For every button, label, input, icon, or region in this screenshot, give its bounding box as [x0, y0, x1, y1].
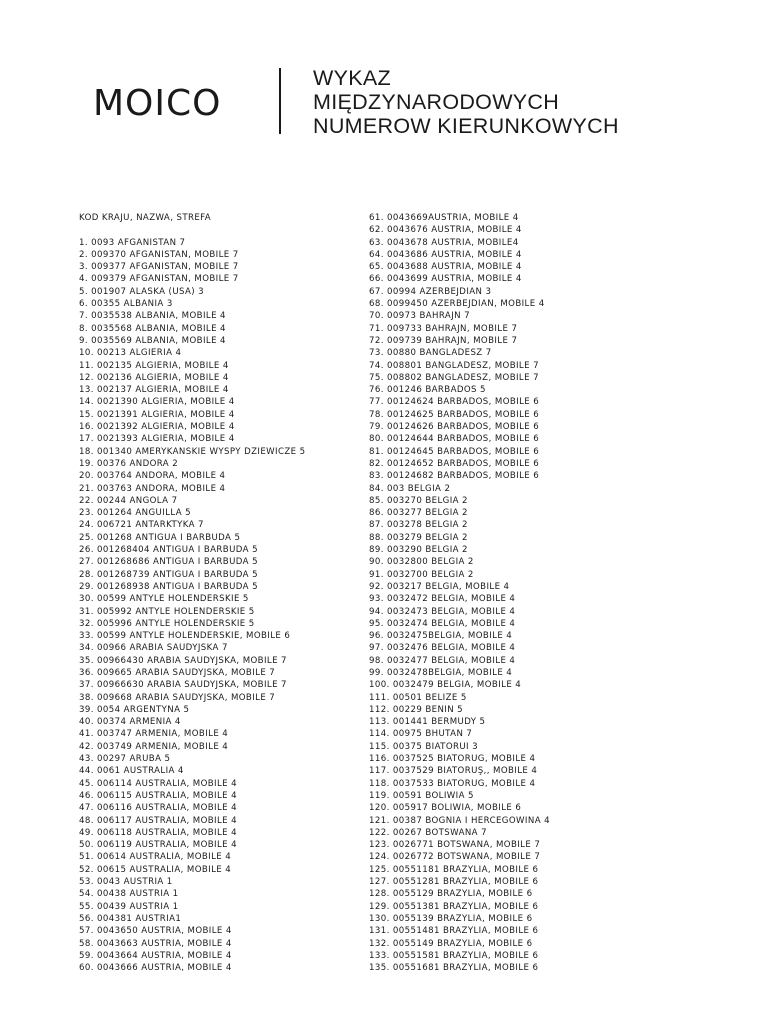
list-item: 70. 00973 BAHRAJN 7	[369, 311, 470, 322]
list-item: 11. 002135 ALGIERIA, MOBILE 4	[79, 360, 229, 371]
list-item: 5. 001907 ALASKA (USA) 3	[79, 286, 205, 297]
list-item: 81. 00124645 BARBADOS, MOBILE 6	[369, 446, 540, 457]
list-item: 75. 008802 BANGLADESZ, MOBILE 7	[369, 372, 539, 383]
list-item: 30. 00599 ANTYLE HOLENDERSKIE 5	[79, 594, 249, 605]
list-item: 13. 002137 ALGIERIA, MOBILE 4	[79, 385, 229, 396]
header-divider	[279, 68, 281, 134]
list-item: 135. 00551681 BRAZYLIA, MOBILE 6	[369, 963, 539, 974]
list-item: 42. 003749 ARMENIA, MOBILE 4	[79, 741, 229, 752]
list-item: 37. 00966630 ARABIA SAUDYJSKA, MOBILE 7	[79, 680, 287, 691]
list-item: 10. 00213 ALGIERIA 4	[79, 348, 182, 359]
list-item: 123. 0026771 BOTSWANA, MOBILE 7	[369, 840, 541, 851]
list-item: 1. 0093 AFGANISTAN 7	[79, 237, 186, 248]
list-item: 14. 0021390 ALGIERIA, MOBILE 4	[79, 397, 235, 408]
column-heading: KOD KRAJU, NAZWA, STREFA	[79, 213, 212, 223]
list-item: 17. 0021393 ALGIERIA, MOBILE 4	[79, 434, 235, 445]
list-item: 82. 00124652 BARBADOS, MOBILE 6	[369, 458, 540, 469]
list-item: 56. 004381 AUSTRIA1	[79, 913, 182, 924]
list-item: 27. 001268686 ANTIGUA I BARBUDA 5	[79, 557, 258, 568]
list-item: 9. 0035569 ALBANIA, MOBILE 4	[79, 335, 226, 346]
list-item: 50. 006119 AUSTRALIA, MOBILE 4	[79, 840, 238, 851]
list-item: 62. 0043676 AUSTRIA, MOBILE 4	[369, 225, 522, 236]
list-item: 20. 003764 ANDORA, MOBILE 4	[79, 471, 226, 482]
list-item: 4. 009379 AFGANISTAN, MOBILE 7	[79, 274, 239, 285]
list-item: 72. 009739 BAHRAJN, MOBILE 7	[369, 335, 518, 346]
list-item: 39. 0054 ARGENTYNA 5	[79, 704, 190, 715]
list-item: 15. 0021391 ALGIERIA, MOBILE 4	[79, 409, 235, 420]
list-item: 18. 001340 AMERYKANSKIE WYSPY DZIEWICZE 5	[79, 446, 306, 457]
list-item: 117. 0037529 BIATORUŞ,, MOBILE 4	[369, 766, 538, 777]
list-item: 41. 003747 ARMENIA, MOBILE 4	[79, 729, 229, 740]
list-item: 46. 006115 AUSTRALIA, MOBILE 4	[79, 790, 238, 801]
list-item: 3. 009377 AFGANISTAN, MOBILE 7	[79, 262, 239, 273]
list-item: 32. 005996 ANTYLE HOLENDERSKIE 5	[79, 618, 255, 629]
list-item: 22. 00244 ANGOLA 7	[79, 495, 178, 506]
list-item: 114. 00975 BHUTAN 7	[369, 729, 473, 740]
list-item: 111. 00501 BELIZE 5	[369, 692, 467, 703]
document-title	[313, 66, 619, 138]
list-item: 78. 00124625 BARBADOS, MOBILE 6	[369, 409, 540, 420]
list-item: 54. 00438 AUSTRIA 1	[79, 889, 179, 900]
list-item: 120. 005917 BOLIWIA, MOBILE 6	[369, 803, 522, 814]
list-item: 64. 0043686 AUSTRIA, MOBILE 4	[369, 249, 522, 260]
list-item: 48. 006117 AUSTRALIA, MOBILE 4	[79, 815, 238, 826]
list-item: 28. 001268739 ANTIGUA I BARBUDA 5	[79, 569, 258, 580]
list-item: 94. 0032473 BELGIA, MOBILE 4	[369, 606, 516, 617]
list-item: 59. 0043664 AUSTRIA, MOBILE 4	[79, 950, 232, 961]
list-item: 53. 0043 AUSTRIA 1	[79, 877, 173, 888]
list-item: 130. 0055139 BRAZYLIA, MOBILE 6	[369, 913, 533, 924]
list-item: 12. 002136 ALGIERIA, MOBILE 4	[79, 372, 229, 383]
list-item: 100. 0032479 BELGIA, MOBILE 4	[369, 680, 522, 691]
list-item: 89. 003290 BELGIA 2	[369, 545, 468, 556]
list-item: 118. 0037533 BIATORUG, MOBILE 4	[369, 778, 536, 789]
list-item: 24. 006721 ANTARKTYKA 7	[79, 520, 204, 531]
list-item: 115. 00375 BIATORUI 3	[369, 741, 478, 752]
list-item: 71. 009733 BAHRAJN, MOBILE 7	[369, 323, 518, 334]
list-item: 86. 003277 BELGIA 2	[369, 508, 468, 519]
right-entry-list	[369, 212, 669, 974]
title-line-3: NUMEROW KIERUNKOWYCH	[313, 114, 619, 138]
list-item: 119. 00591 BOLIWIA 5	[369, 790, 474, 801]
list-item: 73. 00880 BANGLADESZ 7	[369, 348, 492, 359]
list-item: 43. 00297 ARUBA 5	[79, 754, 171, 765]
brand-logo: MOICO	[93, 83, 222, 124]
list-item: 45. 006114 AUSTRALIA, MOBILE 4	[79, 778, 238, 789]
list-item: 38. 009668 ARABIA SAUDYJSKA, MOBILE 7	[79, 692, 276, 703]
list-item: 121. 00387 BOGNIA I HERCEGOWINA 4	[369, 815, 550, 826]
list-item: 127. 00551281 BRAZYLIA, MOBILE 6	[369, 877, 539, 888]
right-column	[369, 212, 669, 974]
list-item: 133. 00551581 BRAZYLIA, MOBILE 6	[369, 950, 539, 961]
list-item: 93. 0032472 BELGIA, MOBILE 4	[369, 594, 516, 605]
list-item: 35. 00966430 ARABIA SAUDYJSKA, MOBILE 7	[79, 655, 287, 666]
list-item: 125. 00551181 BRAZYLIA, MOBILE 6	[369, 864, 539, 875]
list-item: 112. 00229 BENIN 5	[369, 704, 464, 715]
list-item: 128. 0055129 BRAZYLIA, MOBILE 6	[369, 889, 533, 900]
list-item: 36. 009665 ARABIA SAUDYJSKA, MOBILE 7	[79, 667, 276, 678]
list-item: 21. 003763 ANDORA, MOBILE 4	[79, 483, 226, 494]
list-item: 77. 00124624 BARBADOS, MOBILE 6	[369, 397, 540, 408]
list-item: 83. 00124682 BARBADOS, MOBILE 6	[369, 471, 540, 482]
list-item: 90. 0032800 BELGIA 2	[369, 557, 474, 568]
list-item: 97. 0032476 BELGIA, MOBILE 4	[369, 643, 516, 654]
list-item: 34. 00966 ARABIA SAUDYJSKA 7	[79, 643, 228, 654]
list-item: 67. 00994 AZERBEJDIAN 3	[369, 286, 492, 297]
title-line-2: MIĘDZYNARODOWYCH	[313, 90, 560, 114]
list-item: 116. 0037525 BIATORUG, MOBILE 4	[369, 754, 536, 765]
list-item: 132. 0055149 BRAZYLIA, MOBILE 6	[369, 938, 533, 949]
list-item: 80. 00124644 BARBADOS, MOBILE 6	[369, 434, 540, 445]
list-item: 44. 0061 AUSTRALIA 4	[79, 766, 184, 777]
list-item: 16. 0021392 ALGIERIA, MOBILE 4	[79, 422, 235, 433]
list-item: 49. 006118 AUSTRALIA, MOBILE 4	[79, 827, 238, 838]
list-item: 26. 001268404 ANTIGUA I BARBUDA 5	[79, 545, 258, 556]
list-item: 25. 001268 ANTIGUA I BARBUDA 5	[79, 532, 241, 543]
list-item: 91. 0032700 BELGIA 2	[369, 569, 474, 580]
list-item: 60. 0043666 AUSTRIA, MOBILE 4	[79, 963, 232, 974]
list-item: 33. 00599 ANTYLE HOLENDERSKIE, MOBILE 6	[79, 631, 291, 642]
list-item: 47. 006116 AUSTRALIA, MOBILE 4	[79, 803, 238, 814]
list-item: 40. 00374 ARMENIA 4	[79, 717, 181, 728]
list-item: 68. 0099450 AZERBEJDIAN, MOBILE 4	[369, 299, 545, 310]
list-item: 23. 001264 ANGUILLA 5	[79, 508, 191, 519]
list-item: 52. 00615 AUSTRALIA, MOBILE 4	[79, 864, 232, 875]
list-item: 61. 0043669AUSTRIA, MOBILE 4	[369, 213, 519, 223]
list-item: 79. 00124626 BARBADOS, MOBILE 6	[369, 422, 540, 433]
list-item: 8. 0035568 ALBANIA, MOBILE 4	[79, 323, 226, 334]
list-item: 131. 00551481 BRAZYLIA, MOBILE 6	[369, 926, 539, 937]
list-item: 63. 0043678 AUSTRIA, MOBILE4	[369, 237, 519, 248]
list-item: 92. 003217 BELGIA, MOBILE 4	[369, 581, 510, 592]
list-item: 2. 009370 AFGANISTAN, MOBILE 7	[79, 249, 239, 260]
list-item: 95. 0032474 BELGIA, MOBILE 4	[369, 618, 516, 629]
list-item: 19. 00376 ANDORA 2	[79, 458, 179, 469]
list-item: 74. 008801 BANGLADESZ, MOBILE 7	[369, 360, 539, 371]
left-entry-list	[79, 237, 359, 975]
list-item: 98. 0032477 BELGIA, MOBILE 4	[369, 655, 516, 666]
list-item: 76. 001246 BARBADOS 5	[369, 385, 486, 396]
list-item: 84. 003 BELGIA 2	[369, 483, 451, 494]
list-item: 57. 0043650 AUSTRIA, MOBILE 4	[79, 926, 232, 937]
list-item: 31. 005992 ANTYLE HOLENDERSKIE 5	[79, 606, 255, 617]
list-item: 66. 0043699 AUSTRIA, MOBILE 4	[369, 274, 522, 285]
list-item: 99. 0032478BELGIA, MOBILE 4	[369, 667, 513, 678]
list-item: 55. 00439 AUSTRIA 1	[79, 901, 179, 912]
left-column	[79, 212, 359, 974]
list-item: 51. 00614 AUSTRALIA, MOBILE 4	[79, 852, 232, 863]
list-item: 122. 00267 BOTSWANA 7	[369, 827, 487, 838]
list-item: 88. 003279 BELGIA 2	[369, 532, 468, 543]
list-item: 85. 003270 BELGIA 2	[369, 495, 468, 506]
list-item: 129. 00551381 BRAZYLIA, MOBILE 6	[369, 901, 539, 912]
list-item: 6. 00355 ALBANIA 3	[79, 299, 173, 310]
list-item: 65. 0043688 AUSTRIA, MOBILE 4	[369, 262, 522, 273]
list-item: 113. 001441 BERMUDY 5	[369, 717, 486, 728]
list-item: 96. 0032475BELGIA, MOBILE 4	[369, 631, 513, 642]
list-item: 29. 001268938 ANTIGUA I BARBUDA 5	[79, 581, 258, 592]
list-item: 7. 0035538 ALBANIA, MOBILE 4	[79, 311, 226, 322]
title-line-1: WYKAZ	[313, 66, 391, 90]
list-item: 58. 0043663 AUSTRIA, MOBILE 4	[79, 938, 232, 949]
list-item: 87. 003278 BELGIA 2	[369, 520, 468, 531]
list-item: 124. 0026772 BOTSWANA, MOBILE 7	[369, 852, 541, 863]
